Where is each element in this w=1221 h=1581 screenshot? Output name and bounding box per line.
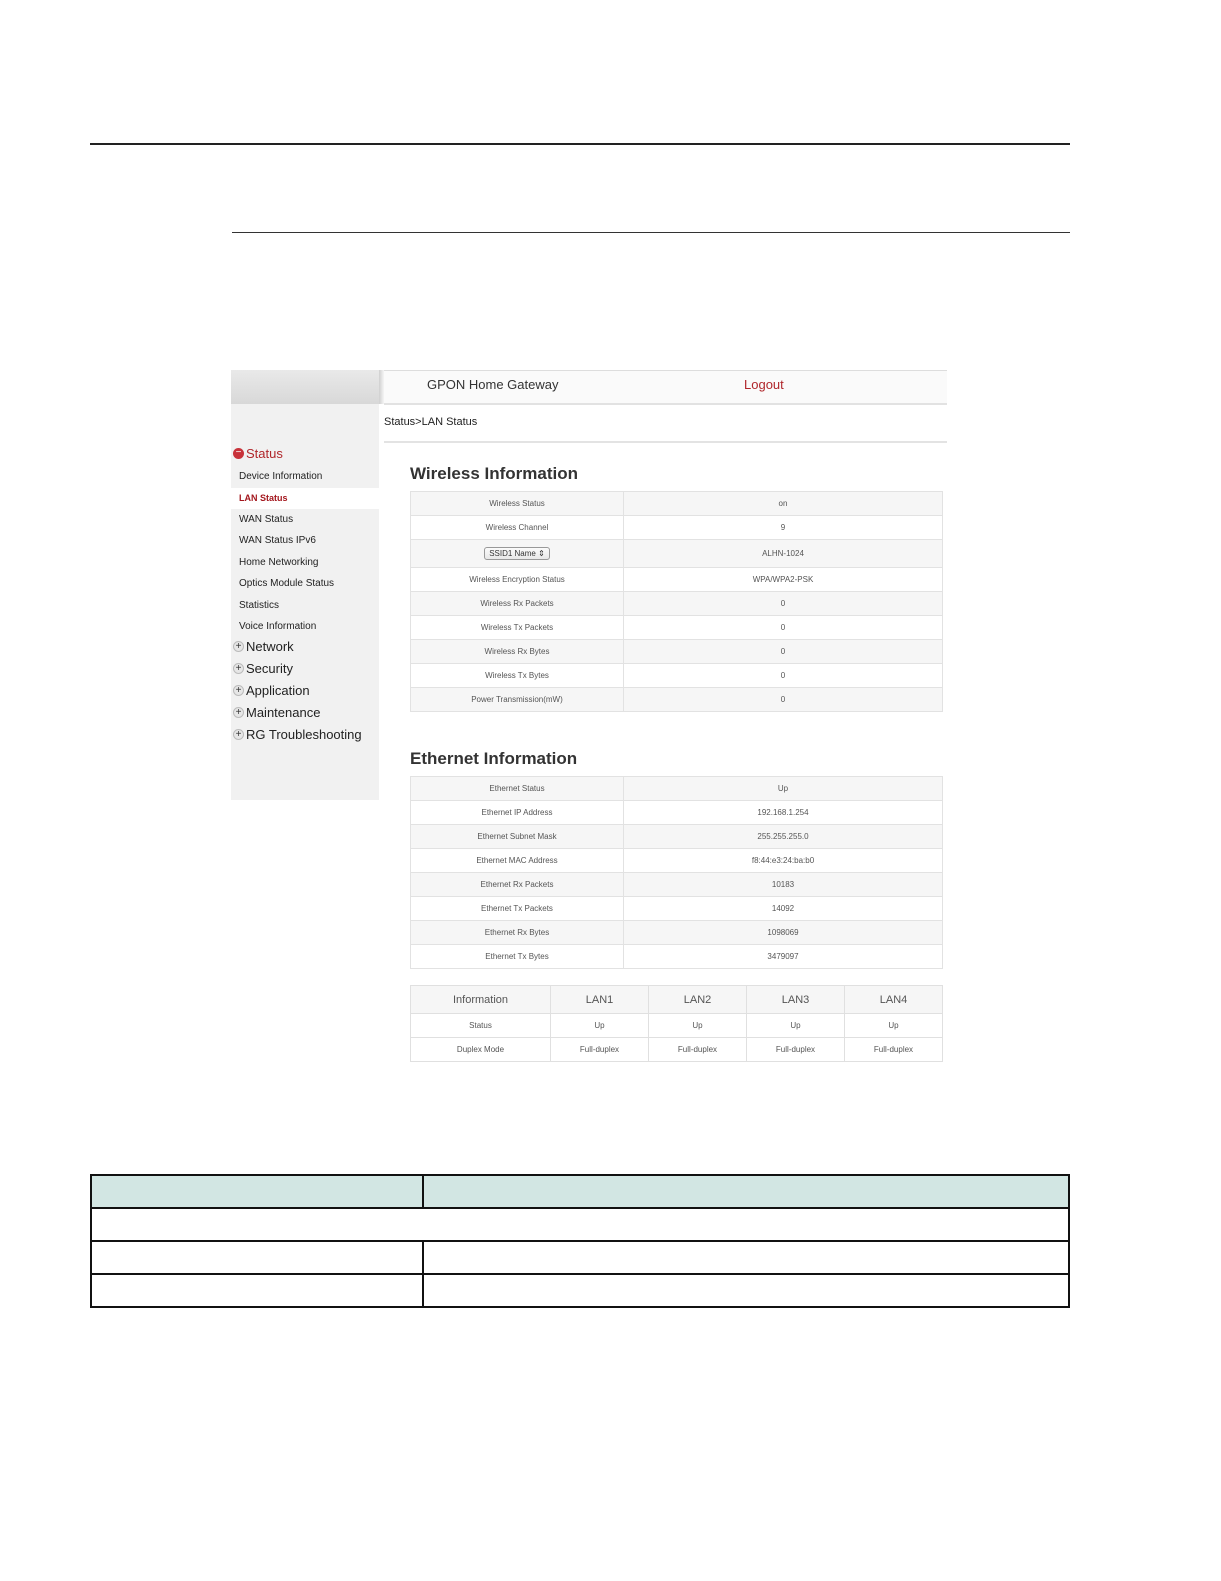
sidebar-group-network[interactable] [231, 639, 294, 654]
row-label: Ethernet MAC Address [411, 849, 624, 873]
cell-value: Up [649, 1014, 747, 1038]
table-row [411, 921, 943, 945]
gateway-screenshot [231, 370, 947, 1070]
row-value: WPA/WPA2-PSK [624, 568, 943, 592]
cell-value: Full-duplex [551, 1038, 649, 1062]
row-value: f8:44:e3:24:ba:b0 [624, 849, 943, 873]
gateway-header [384, 370, 947, 405]
sidebar-group-label: Application [246, 683, 310, 698]
row-label: Wireless Rx Bytes [411, 640, 624, 664]
cell-value: Up [747, 1014, 845, 1038]
doc-table-row [91, 1208, 1069, 1241]
breadcrumb-divider [384, 441, 947, 443]
table-row [411, 801, 943, 825]
row-label: Wireless Status [411, 492, 624, 516]
cell-value: Full-duplex [747, 1038, 845, 1062]
row-value: 0 [624, 640, 943, 664]
sidebar-group-security[interactable] [231, 661, 293, 676]
top-rule [90, 143, 1070, 145]
sidebar-group-maintenance[interactable] [231, 705, 320, 720]
column-header: LAN4 [845, 986, 943, 1014]
breadcrumb: Status>LAN Status [384, 416, 478, 428]
doc-table-row [91, 1274, 1069, 1307]
table-row [411, 1038, 943, 1062]
row-value: 0 [624, 688, 943, 712]
row-label: Ethernet Rx Bytes [411, 921, 624, 945]
ethernet-section-title: Ethernet Information [410, 749, 578, 768]
row-label: Ethernet IP Address [411, 801, 624, 825]
sidebar-group-label: Status [246, 446, 283, 461]
row-label: Wireless Encryption Status [411, 568, 624, 592]
table-row [411, 777, 943, 801]
table-row [411, 897, 943, 921]
column-header: Information [411, 986, 551, 1014]
table-row [411, 945, 943, 969]
row-value: 1098069 [624, 921, 943, 945]
column-header: LAN3 [747, 986, 845, 1014]
row-label: Wireless Rx Packets [411, 592, 624, 616]
table-row [411, 492, 943, 516]
expand-icon: + [233, 685, 244, 696]
table-row [411, 849, 943, 873]
wireless-section-title: Wireless Information [410, 464, 578, 483]
doc-cell [91, 1274, 423, 1307]
wireless-table [410, 491, 943, 712]
column-header: LAN2 [649, 986, 747, 1014]
expand-icon: + [233, 707, 244, 718]
sidebar-item-home-networking[interactable]: Home Networking [239, 557, 319, 568]
sidebar-item-device-information[interactable]: Device Information [239, 471, 323, 482]
doc-table-header-row [91, 1175, 1069, 1208]
row-label: Ethernet Status [411, 777, 624, 801]
row-value: 0 [624, 616, 943, 640]
table-row [411, 640, 943, 664]
doc-cell [423, 1274, 1069, 1307]
logout-link[interactable]: Logout [744, 377, 784, 392]
sidebar-item-optics-module-status[interactable]: Optics Module Status [239, 578, 335, 589]
expand-icon: + [233, 729, 244, 740]
sidebar-group-label: Security [246, 661, 293, 676]
ethernet-table [410, 776, 943, 969]
row-label: Ethernet Subnet Mask [411, 825, 624, 849]
row-value: Up [624, 777, 943, 801]
table-row [411, 540, 943, 568]
table-row [411, 664, 943, 688]
table-header-row [411, 986, 943, 1014]
row-value: 9 [624, 516, 943, 540]
cell-value: Up [845, 1014, 943, 1038]
row-value: on [624, 492, 943, 516]
doc-span-cell [91, 1208, 1069, 1241]
row-value: 255.255.255.0 [624, 825, 943, 849]
sidebar-item-wan-status[interactable]: WAN Status [239, 514, 294, 525]
gateway-title: GPON Home Gateway [427, 377, 559, 392]
expand-icon: + [233, 663, 244, 674]
row-value: 0 [624, 592, 943, 616]
sidebar-item-voice-information[interactable]: Voice Information [239, 621, 317, 632]
cell-value: Full-duplex [845, 1038, 943, 1062]
sidebar-item-statistics[interactable]: Statistics [239, 600, 280, 611]
sidebar-group-status[interactable] [231, 446, 283, 461]
doc-cell [91, 1241, 423, 1274]
sidebar-group-label: Network [246, 639, 294, 654]
ssid-select[interactable] [484, 547, 550, 560]
row-value: ALHN-1024 [624, 540, 943, 568]
select-arrows-icon: ⇕ [538, 549, 545, 558]
row-value: 192.168.1.254 [624, 801, 943, 825]
row-label: Ethernet Tx Packets [411, 897, 624, 921]
row-label: Wireless Channel [411, 516, 624, 540]
sidebar-item-wan-status-ipv6[interactable]: WAN Status IPv6 [239, 535, 316, 546]
lan-port-table [410, 985, 943, 1062]
sidebar-header [231, 370, 379, 404]
row-label: Duplex Mode [411, 1038, 551, 1062]
cell-value: Up [551, 1014, 649, 1038]
doc-header-cell [423, 1175, 1069, 1208]
collapse-icon: − [233, 448, 244, 459]
sidebar-group-label: Maintenance [246, 705, 321, 720]
row-label: Status [411, 1014, 551, 1038]
expand-icon: + [233, 641, 244, 652]
table-row [411, 873, 943, 897]
cell-value: Full-duplex [649, 1038, 747, 1062]
sidebar-group-rg-troubleshooting[interactable] [231, 727, 362, 742]
ssid-select-value: SSID1 Name [489, 549, 536, 558]
row-label: Power Transmission(mW) [411, 688, 624, 712]
row-label: Wireless Tx Bytes [411, 664, 624, 688]
section-rule [232, 232, 1070, 233]
table-row [411, 516, 943, 540]
row-label: Ethernet Tx Bytes [411, 945, 624, 969]
row-value: 3479097 [624, 945, 943, 969]
row-label: Ethernet Rx Packets [411, 873, 624, 897]
table-row [411, 688, 943, 712]
column-header: LAN1 [551, 986, 649, 1014]
row-value: 0 [624, 664, 943, 688]
table-row [411, 568, 943, 592]
row-value: 10183 [624, 873, 943, 897]
sidebar-group-application[interactable] [231, 683, 310, 698]
doc-header-cell [91, 1175, 423, 1208]
doc-table-row [91, 1241, 1069, 1274]
sidebar-item-lan-status[interactable]: LAN Status [239, 493, 288, 503]
table-row [411, 1014, 943, 1038]
doc-cell [423, 1241, 1069, 1274]
table-row [411, 616, 943, 640]
row-label: Wireless Tx Packets [411, 616, 624, 640]
document-table [90, 1174, 1070, 1308]
table-row [411, 825, 943, 849]
row-label [411, 540, 624, 568]
sidebar-group-label: RG Troubleshooting [246, 727, 362, 742]
table-row [411, 592, 943, 616]
row-value: 14092 [624, 897, 943, 921]
